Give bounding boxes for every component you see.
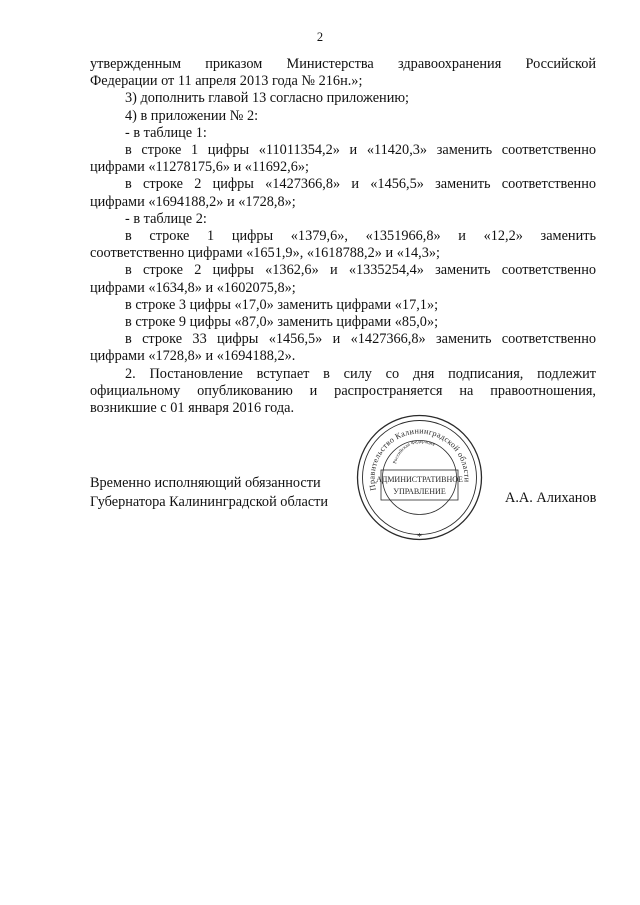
official-seal-stamp <box>352 410 487 545</box>
paragraph-line: цифрами «1634,8» и «1602075,8»; <box>90 279 296 296</box>
svg-text:Российская Федерация <box>393 440 436 465</box>
paragraph-line: - в таблице 1: <box>125 124 207 141</box>
paragraph-line: в строке 33 цифры «1456,5» и «1427366,8» заменить соответственно <box>125 331 596 348</box>
paragraph-line: в строке 9 цифры «87,0» заменить цифрами «85,0»; <box>125 314 439 331</box>
seal-center-text: АДМИНИСТРАТИВНОЕ <box>376 475 463 484</box>
paragraph-line: в строке 2 цифры «1427366,8» и «1456,5» заменить соответственно <box>125 176 596 193</box>
signatory-position-line: Губернатора Калининградской области <box>90 493 329 510</box>
paragraph-line: в строке 1 цифры «11011354,2» и «11420,3» заменить соответственно <box>125 142 596 159</box>
paragraph-line: цифрами «11278175,6» и «11692,6»; <box>90 159 310 176</box>
seal-star-icon: * <box>417 532 422 543</box>
page-number: 2 <box>316 30 324 44</box>
paragraph-line: в строке 2 цифры «1362,6» и «1335254,4» заменить соответственно <box>125 262 596 279</box>
signatory-position-line: Временно исполняющий обязанности <box>90 475 321 491</box>
document-body <box>90 56 596 417</box>
paragraph-line: возникшие с 01 января 2016 года. <box>90 400 295 417</box>
signatory-position <box>90 474 328 511</box>
seal-ring-text: Правительство Калининградской области <box>367 426 472 492</box>
paragraph-line: цифрами «1694188,2» и «1728,8»; <box>90 193 296 210</box>
paragraph-line: Федерации от 11 апреля 2013 года № 216н.»; <box>90 73 363 90</box>
seal-ring-text-small: Российская Федерация <box>393 439 436 465</box>
paragraph-line: утвержденным приказом Министерства здравоохранения Российской <box>90 56 596 72</box>
seal-center-text: УПРАВЛЕНИЕ <box>393 487 446 496</box>
paragraph-line: соответственно цифрами «1651,9», «1618788,2» и «14,3»; <box>90 245 441 262</box>
paragraph-line: 4) в приложении № 2: <box>125 107 259 124</box>
paragraph-line: 2. Постановление вступает в силу со дня подписания, подлежит <box>125 365 596 382</box>
paragraph-line: 3) дополнить главой 13 согласно приложению; <box>125 90 410 107</box>
signatory-name: А.А. Алиханов <box>505 490 597 506</box>
paragraph-line: в строке 1 цифры «1379,6», «1351966,8» и «12,2» заменить <box>125 228 596 245</box>
paragraph-line: цифрами «1728,8» и «1694188,2». <box>90 348 296 365</box>
paragraph-line: - в таблице 2: <box>125 210 207 227</box>
paragraph-line: в строке 3 цифры «17,0» заменить цифрами «17,1»; <box>125 296 439 313</box>
paragraph-line: официальному опубликованию и распространяется на правоотношения, <box>90 382 596 399</box>
